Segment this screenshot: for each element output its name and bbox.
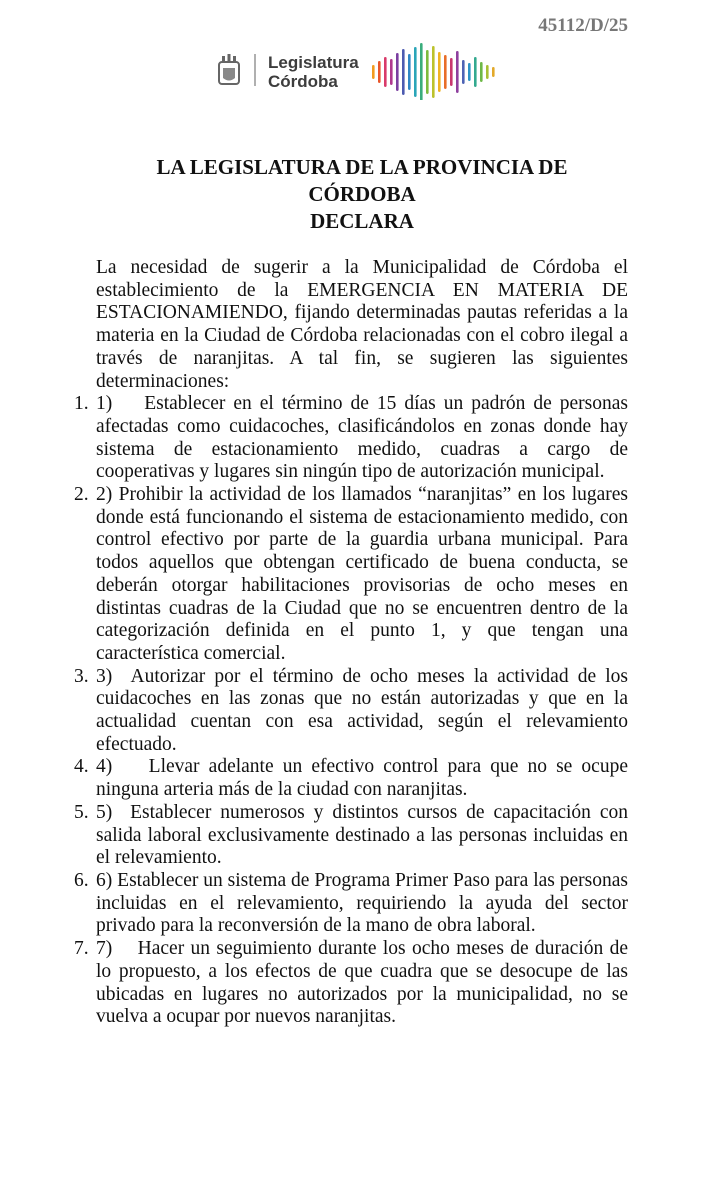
logo-bar [432, 46, 435, 98]
item-text: Llevar adelante un efectivo control para que no se ocupe ninguna arteria más de la ciudad con naranjitas. [96, 756, 628, 801]
determinations-list [74, 393, 629, 1029]
logo-bar [384, 57, 387, 87]
logo-bar [420, 43, 423, 100]
item-number: 7. [74, 938, 89, 960]
item-number: 4. [74, 756, 89, 778]
logo-bar [462, 60, 465, 84]
item-text: Establecer en el término de 15 días un padrón de personas afectadas como cuidacoches, clasificándolos en zonas donde hay sistema de estacionamiento medido, cuadras a cargo de cooperativas y lugares sin ningún tipo de autorización municipal. [96, 393, 628, 483]
legislatura-logo [216, 40, 516, 100]
item-text: Establecer un sistema de Programa Primer Paso para las personas incluidas en el relevamiento, requiriendo la ayuda del sector privado para la reconversión de la mano de obra laboral. [96, 869, 629, 937]
item-subnumber: 7) [96, 938, 113, 960]
list-item [74, 756, 628, 801]
item-subnumber: 5) [96, 801, 113, 823]
item-number: 5. [74, 801, 89, 823]
list-item [74, 869, 629, 938]
item-number: 6. [74, 869, 89, 891]
item-subnumber: 4) [96, 756, 113, 778]
item-number: 2. [74, 484, 89, 506]
logo-bar [450, 58, 453, 86]
item-subnumber: 6) [96, 869, 113, 891]
logo-bar [474, 57, 477, 87]
item-subnumber: 3) [96, 665, 113, 687]
logo-bar [468, 63, 471, 81]
crest-icon [216, 52, 242, 88]
document-title [0, 154, 720, 235]
logo-bar [426, 50, 429, 94]
item-subnumber: 1) [96, 393, 113, 415]
item-number: 3. [74, 665, 89, 687]
logo-line1: Legislatura [268, 53, 359, 72]
logo-bar [456, 51, 459, 93]
list-item [74, 484, 629, 666]
item-text: Hacer un seguimiento durante los ocho meses de duración de lo propuesto, a los efectos de que cuadra que se desocupe de las ubicadas en lugares no autorizados por la municipalidad, no se vuelva a ocupar por nuevos naranjitas. [96, 938, 628, 1028]
list-item [74, 801, 628, 870]
title-line-1: LA LEGISLATURA DE LA PROVINCIA DE [156, 155, 568, 179]
list-item [74, 665, 628, 757]
item-subnumber: 2) [96, 484, 113, 506]
item-text: Establecer numerosos y distintos cursos de capacitación con salida laboral exclusivamente destinado a las personas incluidas en el relevamiento. [96, 801, 628, 869]
logo-bar [480, 62, 483, 82]
title-line-2: CÓRDOBA [308, 182, 416, 206]
item-text: Autorizar por el término de ocho meses la actividad de los cuidacoches en las zonas que no están autorizadas y que en la actualidad cuentan con esa actividad, según el relevamiento efectuado. [96, 665, 628, 755]
logo-bar [408, 54, 411, 90]
logo-bar [372, 65, 375, 79]
logo-bar [438, 52, 441, 92]
logo-bar [492, 67, 495, 77]
logo-name [268, 53, 359, 91]
logo-bar [390, 59, 393, 85]
logo-line2: Córdoba [268, 72, 338, 91]
list-item [74, 938, 628, 1029]
item-text: Prohibir la actividad de los llamados “naranjitas” en los lugares donde está funcionando el sistema de estacionamiento medido, con control efectivo por parte de la guardia urbana municipal. Para todos aquellos que obtengan certificado de buena conducta, se deberán otorgar habilitaciones provisorias de ocho meses en distintas cuadras de la Ciudad que no se encuentren dentro de la categorización definida en el punto 1, y que tengan una característica comercial. [96, 484, 629, 664]
list-item [74, 393, 628, 484]
logo-bar [486, 65, 489, 79]
logo-bar [402, 49, 405, 95]
item-number: 1. [74, 393, 89, 415]
logo-bar [396, 53, 399, 91]
document-number: 45112/D/25 [538, 15, 628, 36]
logo-divider [254, 54, 256, 86]
document-body [74, 257, 629, 1029]
title-line-3: DECLARA [310, 209, 414, 233]
intro-paragraph: La necesidad de sugerir a la Municipalidad de Córdoba el establecimiento de la EMERGENCIA EN MATERIA DE ESTACIONAMIENDO, fijando determinadas pautas referidas a la materia en la Ciudad de Córdoba relacionadas con el cobro ilegal a través de naranjitas. A tal fin, se sugieren las siguientes determinaciones: [96, 257, 628, 392]
logo-bars-graphic [368, 40, 508, 100]
logo-bar [414, 47, 417, 97]
logo-bar [378, 61, 381, 83]
logo-bar [444, 55, 447, 89]
